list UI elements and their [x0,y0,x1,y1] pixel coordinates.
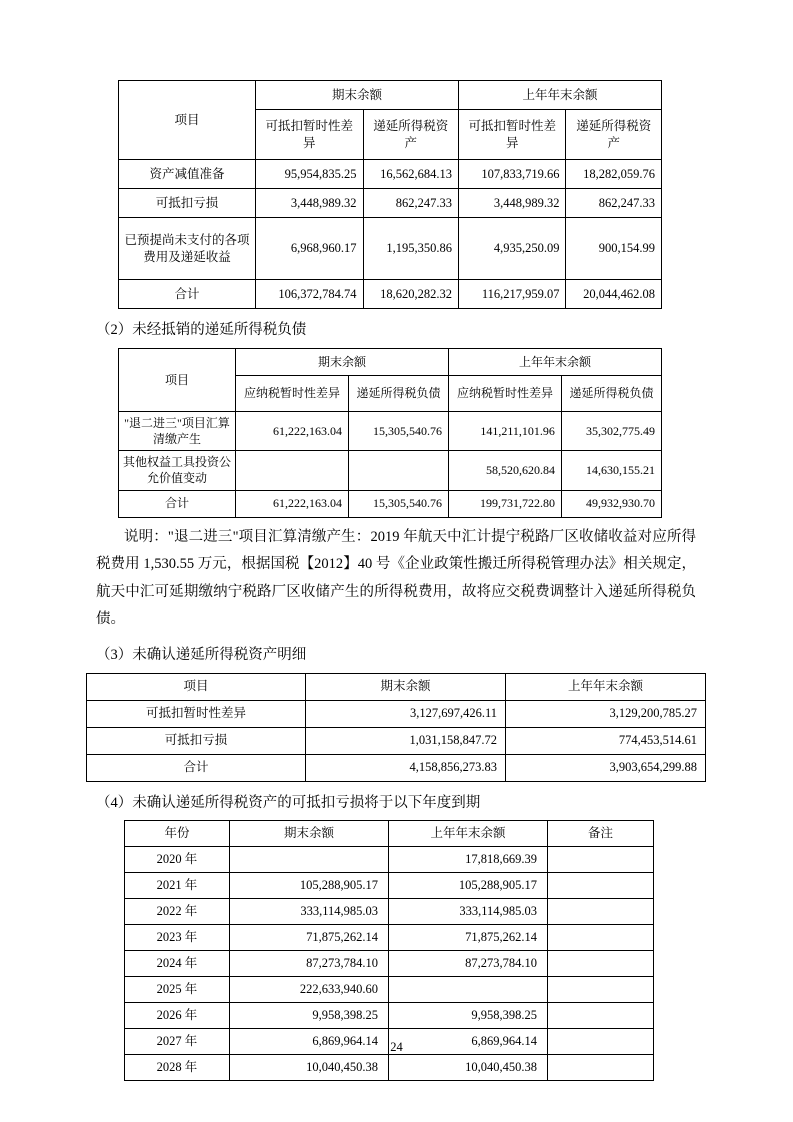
header-year: 年份 [125,821,230,847]
header-group-prior: 上年年末余额 [448,348,661,375]
header-group-current: 期末余额 [256,81,459,110]
row-year: 2021 年 [125,873,230,899]
row-value: 49,932,930.70 [561,490,661,517]
row-year: 2023 年 [125,925,230,951]
row-label: 合计 [87,754,306,781]
row-value: 1,195,350.86 [363,218,458,280]
row-value: 3,127,697,426.11 [306,700,506,727]
row-value: 3,448,989.32 [256,189,364,218]
table-row [125,977,654,1003]
row-value: 141,211,101.96 [448,411,561,450]
row-value: 87,273,784.10 [389,951,548,977]
header-item: 项目 [119,81,256,160]
row-value: 14,630,155.21 [561,451,661,490]
row-value: 900,154.99 [566,218,662,280]
table-row [125,951,654,977]
table-total-row [119,280,662,309]
row-year: 2024 年 [125,951,230,977]
header-current: 期末余额 [306,673,506,700]
row-year: 2028 年 [125,1055,230,1081]
table-row [125,925,654,951]
table-row [119,451,662,490]
row-value: 18,282,059.76 [566,160,662,189]
header-item: 项目 [119,348,236,411]
header-sub-2: 可抵扣暂时性差异 [458,110,566,160]
page-content [96,80,696,1081]
deferred-tax-liabilities-table [118,348,662,518]
row-year: 2020 年 [125,847,230,873]
table-header-row [119,348,662,375]
row-value: 58,520,620.84 [448,451,561,490]
row-value: 6,869,964.14 [230,1029,389,1055]
table-row [125,899,654,925]
row-value: 4,935,250.09 [458,218,566,280]
row-value: 17,818,669.39 [389,847,548,873]
row-value: 15,305,540.76 [348,411,448,450]
header-sub-1: 递延所得税资产 [363,110,458,160]
table-header-row [125,821,654,847]
row-remark [548,899,654,925]
row-value: 222,633,940.60 [230,977,389,1003]
row-value: 333,114,985.03 [389,899,548,925]
row-year: 2027 年 [125,1029,230,1055]
row-remark [548,1003,654,1029]
table-total-row [119,490,662,517]
section2-heading: （2）未经抵销的递延所得税负债 [96,322,307,338]
row-value: 105,288,905.17 [389,873,548,899]
table-row [125,1003,654,1029]
header-prior: 上年年末余额 [389,821,548,847]
header-sub-0: 可抵扣暂时性差异 [256,110,364,160]
section3-heading: （3）未确认递延所得税资产明细 [96,646,307,663]
deferred-tax-assets-table [118,80,662,309]
row-value [389,977,548,1003]
row-value: 116,217,959.07 [458,280,566,309]
row-value: 106,372,784.74 [256,280,364,309]
row-remark [548,977,654,1003]
table-header-row [119,81,662,110]
row-value: 107,833,719.66 [458,160,566,189]
row-value: 3,448,989.32 [458,189,566,218]
table-row [87,700,706,727]
row-value: 10,040,450.38 [389,1055,548,1081]
table-row [125,1055,654,1081]
row-label: 合计 [119,490,236,517]
row-value: 1,031,158,847.72 [306,727,506,754]
table-row [119,189,662,218]
header-item: 项目 [87,673,306,700]
row-value: 333,114,985.03 [230,899,389,925]
row-value: 61,222,163.04 [236,411,349,450]
row-value: 61,222,163.04 [236,490,349,517]
row-remark [548,873,654,899]
header-group-prior: 上年年末余额 [458,81,661,110]
row-year: 2026 年 [125,1003,230,1029]
row-value: 10,040,450.38 [230,1055,389,1081]
section2-note: 说明："退二进三"项目汇算清缴产生：2019 年航天中汇计提宁税路厂区收储收益对应所得税费用 1,530.55 万元，根据国税【2012】40 号《企业政策性搬迁所得税管理办法》相关规定，航天中汇可延期缴纳宁税路厂区收储产生的所得税费用，故将应交税费调整计入递延所得税负债。 [96,528,696,628]
table-row [119,160,662,189]
row-label: 资产减值准备 [119,160,256,189]
header-current: 期末余额 [230,821,389,847]
row-label: 可抵扣亏损 [87,727,306,754]
row-value: 9,958,398.25 [230,1003,389,1029]
row-value: 35,302,775.49 [561,411,661,450]
table-row [87,727,706,754]
header-sub-3: 递延所得税资产 [566,110,662,160]
row-value: 95,954,835.25 [256,160,364,189]
row-value [230,847,389,873]
row-value: 15,305,540.76 [348,490,448,517]
row-value: 3,903,654,299.88 [506,754,706,781]
row-label: 其他权益工具投资公允价值变动 [119,451,236,490]
table-row [125,873,654,899]
row-value: 4,158,856,273.83 [306,754,506,781]
row-value: 774,453,514.61 [506,727,706,754]
row-value: 87,273,784.10 [230,951,389,977]
unrecognized-deferred-tax-assets-table [86,673,706,782]
row-value: 71,875,262.14 [230,925,389,951]
row-year: 2022 年 [125,899,230,925]
row-label: 可抵扣暂时性差异 [87,700,306,727]
row-value: 862,247.33 [566,189,662,218]
row-value: 71,875,262.14 [389,925,548,951]
row-value: 16,562,684.13 [363,160,458,189]
header-remark: 备注 [548,821,654,847]
header-sub-2: 应纳税暂时性差异 [448,375,561,411]
header-sub-3: 递延所得税负债 [561,375,661,411]
row-label: 合计 [119,280,256,309]
table-row [119,411,662,450]
header-sub-0: 应纳税暂时性差异 [236,375,349,411]
table-total-row [87,754,706,781]
row-label: 已预提尚未支付的各项费用及递延收益 [119,218,256,280]
table-row [125,847,654,873]
row-value [348,451,448,490]
table-header-row [87,673,706,700]
row-value: 3,129,200,785.27 [506,700,706,727]
row-value: 9,958,398.25 [389,1003,548,1029]
row-value: 199,731,722.80 [448,490,561,517]
row-remark [548,951,654,977]
row-remark [548,847,654,873]
header-sub-1: 递延所得税负债 [348,375,448,411]
row-label: "退二进三"项目汇算清缴产生 [119,411,236,450]
row-value: 6,968,960.17 [256,218,364,280]
row-remark [548,925,654,951]
header-group-current: 期末余额 [236,348,449,375]
header-prior: 上年年末余额 [506,673,706,700]
row-value: 20,044,462.08 [566,280,662,309]
row-value [236,451,349,490]
row-year: 2025 年 [125,977,230,1003]
row-label: 可抵扣亏损 [119,189,256,218]
row-value: 18,620,282.32 [363,280,458,309]
row-value: 862,247.33 [363,189,458,218]
section4-heading: （4）未确认递延所得税资产的可抵扣亏损将于以下年度到期 [96,794,481,811]
page-number: 24 [390,1040,403,1054]
row-value: 105,288,905.17 [230,873,389,899]
table-row [119,218,662,280]
row-value: 6,869,964.14 [389,1029,548,1055]
row-remark [548,1055,654,1081]
